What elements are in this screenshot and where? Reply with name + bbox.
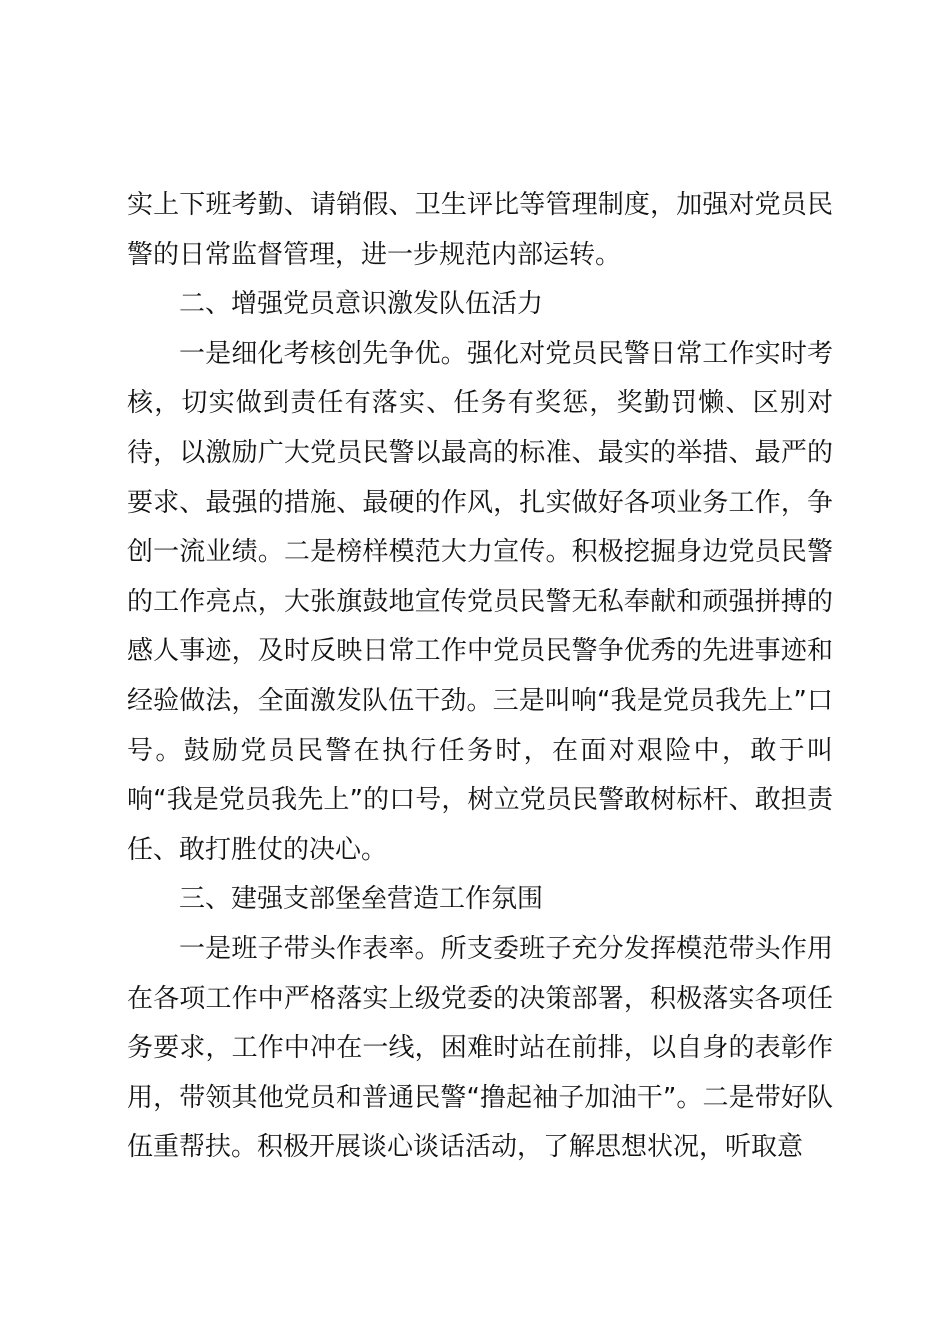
section-heading-3: 三、建强支部堡垒营造工作氛围: [179, 884, 544, 915]
section-heading-2: 二、增强党员意识激发队伍活力: [179, 289, 544, 320]
paragraph-section-3: 一是班子带头作表率。所支委班子充分发挥模范带头作用在各项工作中严格落实上级党委的决策部署，积极落实各项任务要求，工作中冲在一线，困难时站在前排，以自身的表彰作用，带领其他党员和普通民警“撸起袖子加油干”。二是带好队伍重帮扶。积极开展谈心谈话活动，了解思想状况，听取意: [127, 933, 833, 1163]
paragraph-continuation: 实上下班考勤、请销假、卫生评比等管理制度，加强对党员民警的日常监督管理，进一步规范内部运转。: [127, 190, 833, 270]
paragraph-section-2: 一是细化考核创先争优。强化对党员民警日常工作实时考核，切实做到责任有落实、任务有奖惩，奖勤罚懒、区别对待，以激励广大党员民警以最高的标准、最实的举措、最严的要求、最强的措施、最硬的作风，扎实做好各项业务工作，争创一流业绩。二是榜样模范大力宣传。积极挖掘身边党员民警的工作亮点，大张旗鼓地宣传党员民警无私奉献和顽强拼搏的感人事迹，及时反映日常工作中党员民警争优秀的先进事迹和经验做法，全面激发队伍干劲。三是叫响“我是党员我先上”口号。鼓励党员民警在执行任务时，在面对艰险中，敢于叫响“我是党员我先上”的口号，树立党员民警敢树标杆、敢担责任、敢打胜仗的决心。: [127, 338, 833, 865]
document-body: [127, 181, 833, 1173]
